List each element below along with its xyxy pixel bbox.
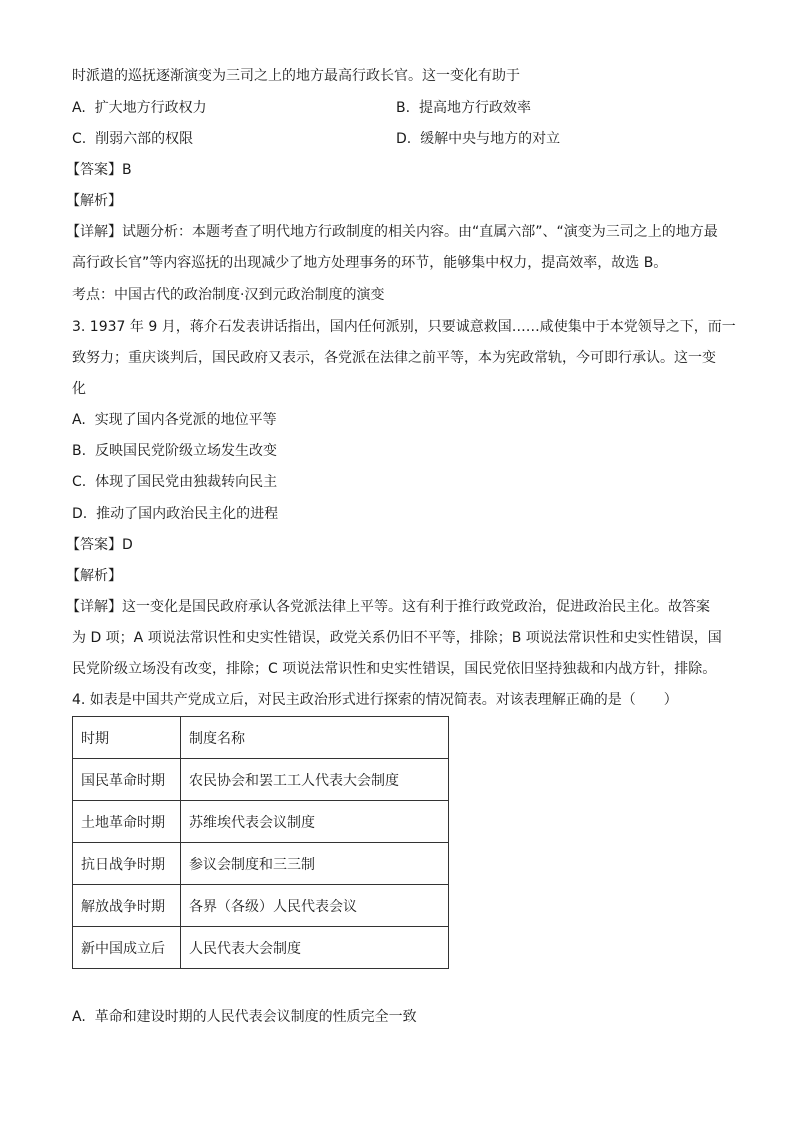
option-key: A. [72,1009,86,1025]
option-text: 革命和建设时期的人民代表会议制度的性质完全一致 [94,1009,417,1025]
table-cell-period: 抗日战争时期 [73,843,181,885]
option-text: 体现了国民党由独裁转向民主 [95,474,278,490]
q3-stem-line2: 致努力；重庆谈判后，国民政府又表示，各党派在法律之前平等，本为宪政常轨，今可即行承认。这一变 [72,350,716,366]
q2-option-b [396,98,531,118]
q3-analysis-title: 【解析】 [66,568,122,584]
option-text: 提高地方行政效率 [418,100,531,116]
q3-stem-line3: 化 [72,381,86,397]
option-key: B. [72,443,87,459]
q4-option-a [72,1007,417,1027]
table-cell-period: 解放战争时期 [73,885,181,927]
table-header-system: 制度名称 [181,717,449,759]
q3-option-a [72,410,277,430]
q2-detail-line2: 高行政长官”等内容巡抚的出现减少了地方处理事务的环节，能够集中权力，提高效率，故选 B。 [72,255,668,271]
q3-option-c [72,472,277,492]
q2-option-a [72,98,207,118]
option-text: 反映国民党阶级立场发生改变 [94,443,277,459]
table-cell-system: 参议会制度和三三制 [181,843,449,885]
q2-detail-line1: 【详解】试题分析：本题考查了明代地方行政制度的相关内容。由“直属六部”、“演变为三司之上的地方最 [66,224,718,240]
option-key: A. [72,100,86,116]
q2-answer: 【答案】B [66,162,132,178]
table-row [73,927,449,969]
table-row [73,843,449,885]
option-text: 削弱六部的权限 [95,131,194,147]
q2-option-c [72,129,193,149]
option-text: 实现了国内各党派的地位平等 [94,412,277,428]
table-row [73,759,449,801]
table-cell-system: 人民代表大会制度 [181,927,449,969]
option-key: D. [72,506,88,522]
option-text: 缓解中央与地方的对立 [420,131,561,147]
table-row [73,801,449,843]
table-cell-period: 国民革命时期 [73,759,181,801]
q2-analysis-title: 【解析】 [66,193,122,209]
table-cell-period: 新中国成立后 [73,927,181,969]
option-key: C. [72,474,87,490]
q4-stem: 4. 如表是中国共产党成立后，对民主政治形式进行探索的情况简表。对该表理解正确的是（ ） [72,692,678,708]
table-cell-period: 土地革命时期 [73,801,181,843]
table-cell-system: 农民协会和罢工工人代表大会制度 [181,759,449,801]
q3-stem-line1: 3. 1937 年 9 月，蒋介石发表讲话指出，国内任何派别，只要诚意救国……咸使集中于本党领导之下，而一 [72,319,736,335]
option-text: 推动了国内政治民主化的进程 [96,506,279,522]
option-key: A. [72,412,86,428]
option-key: C. [72,131,87,147]
q4-table [72,716,449,969]
option-key: D. [396,131,412,147]
q3-answer: 【答案】D [66,537,133,553]
option-key: B. [396,100,411,116]
table-header-period: 时期 [73,717,181,759]
option-text: 扩大地方行政权力 [94,100,207,116]
q2-option-d [396,129,560,149]
q3-option-b [72,441,277,461]
q3-detail-line3: 民党阶级立场没有改变，排除；C 项说法常识性和史实性错误，国民党依旧坚持独裁和内战方针，排除。 [72,661,717,677]
q3-option-d [72,504,278,524]
table-cell-system: 各界（各级）人民代表会议 [181,885,449,927]
table-header-row [73,717,449,759]
q3-detail-line1: 【详解】这一变化是国民政府承认各党派法律上平等。这有利于推行政党政治，促进政治民主化。故答案 [66,599,710,615]
q2-stem-tail: 时派遣的巡抚逐渐演变为三司之上的地方最高行政长官。这一变化有助于 [72,68,520,84]
table-cell-system: 苏维埃代表会议制度 [181,801,449,843]
q2-kaodian: 考点：中国古代的政治制度·汉到元政治制度的演变 [72,287,385,303]
table-row [73,885,449,927]
q3-detail-line2: 为 D 项；A 项说法常识性和史实性错误，政党关系仍旧不平等，排除；B 项说法常识性和史实性错误，国 [72,630,722,646]
